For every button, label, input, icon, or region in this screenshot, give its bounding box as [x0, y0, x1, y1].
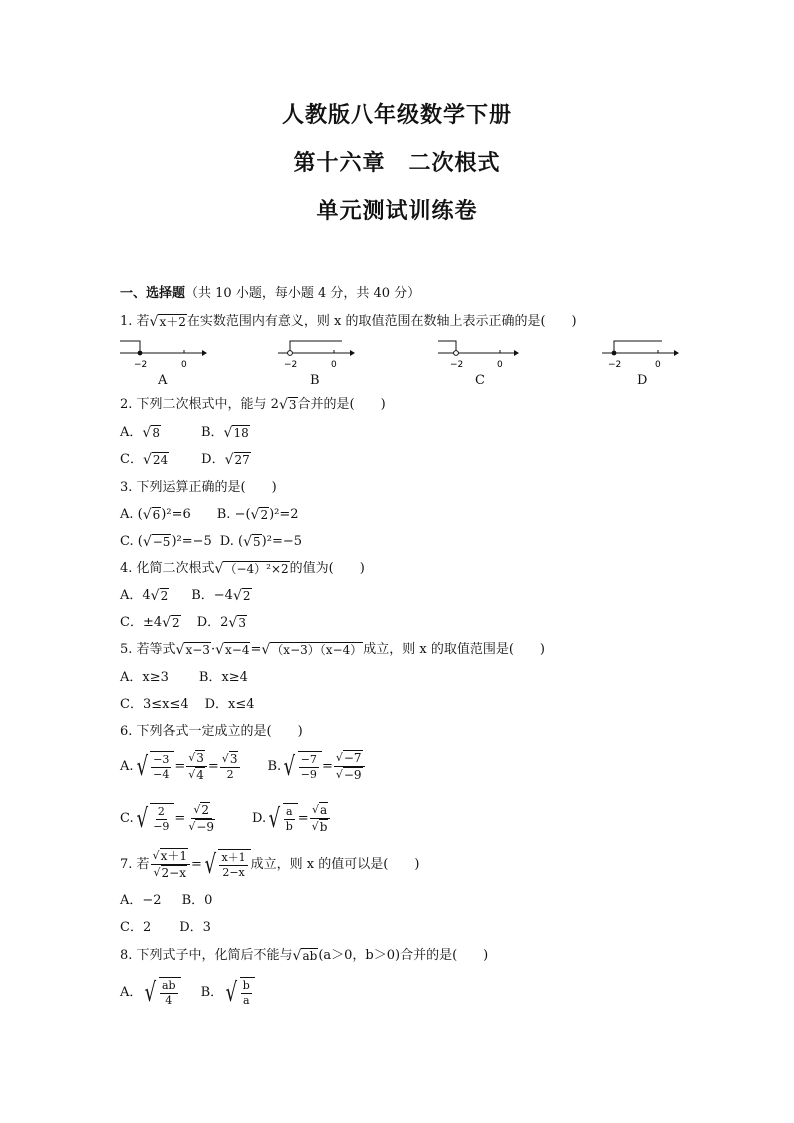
- q4-post: 的值为( ): [289, 561, 365, 576]
- q6-a-num: −3: [153, 752, 170, 766]
- q6-a-radical: √ $\frac{-3}{-4}$: [134, 751, 175, 783]
- q2-d-radical: √ 27: [224, 451, 250, 468]
- numberline-d: [600, 337, 684, 371]
- q3-a-radicand: 6: [152, 507, 161, 522]
- tick-label: −2: [134, 360, 148, 370]
- q8-b-radical: √ $\frac{b}{a}$: [223, 977, 255, 1009]
- q5-option-d: D．x≤4: [204, 697, 255, 712]
- q4-option-a: A．4: [120, 588, 151, 603]
- q5-radicand-1: x−3: [185, 642, 210, 657]
- q2-option-b: B．: [200, 425, 224, 440]
- q6-d-frac2: √ a √ b: [310, 802, 331, 835]
- option-label-c: C: [475, 373, 485, 388]
- q3-d-radical: √ 5: [243, 533, 261, 550]
- q2-option-d: D．: [201, 452, 225, 467]
- q7-frac1: √ x＋1 √ 2−x: [151, 848, 190, 881]
- q7-post: 成立，则 x 的值可以是( ): [250, 857, 420, 872]
- q5-radicand-2: x−4: [225, 642, 250, 657]
- q6-c-num2: 2: [201, 803, 210, 817]
- q1-post: 在实数范围内有意义，则 x 的取值范围在数轴上表示正确的是( ): [186, 314, 577, 329]
- q6-equals: =: [174, 759, 186, 774]
- q8-a-den: 4: [165, 993, 173, 1007]
- q7-num2: x＋1: [221, 850, 246, 864]
- q3-d-post: )²=−5: [261, 534, 302, 549]
- q2-pre: 2. 下列二次根式中，能与 2: [120, 397, 279, 412]
- q3-a-radical: √ 6: [142, 506, 161, 523]
- q8-options-ab: [120, 976, 255, 1010]
- q2-option-c: C．: [120, 452, 143, 467]
- q6-d-den2: b: [319, 820, 328, 834]
- q4-option-d: D．2: [196, 615, 229, 630]
- q5-option-c: C．3≤x≤4: [120, 697, 189, 712]
- numberline-b: [276, 337, 366, 371]
- q2-a-radicand: 8: [152, 425, 160, 440]
- question-6: 6. 下列各式一定成立的是( ): [120, 724, 303, 739]
- q6-b-den: −9: [300, 767, 317, 781]
- tick-label: −2: [284, 360, 298, 370]
- q2-b-radicand: 18: [233, 425, 249, 440]
- q7-options-cd: [120, 919, 211, 937]
- q5-options-cd: [120, 696, 255, 714]
- q6-d-radical: √ $\frac{a}{b}$: [266, 803, 298, 835]
- q6-b-num: −7: [300, 752, 317, 766]
- q3-a-post: )²=6: [161, 507, 191, 522]
- q6-option-a: A.: [120, 759, 134, 774]
- question-8: [120, 947, 488, 965]
- q3-d-radicand: 5: [253, 534, 261, 549]
- q2-a-radical: √ 8: [142, 424, 160, 441]
- question-1: [120, 313, 577, 331]
- q6-a-num2: 3: [196, 751, 204, 765]
- q4-d-radical: √ 3: [228, 614, 246, 631]
- q4-b-radical: √ 2: [232, 587, 251, 604]
- question-5: [120, 641, 545, 659]
- tick-label: 0: [497, 360, 503, 370]
- title-book: 人教版八年级数学下册: [281, 102, 512, 128]
- q6-c-num: 2: [157, 804, 165, 818]
- q6-option-b: B.: [267, 759, 282, 774]
- numberline-a: [118, 337, 208, 371]
- q2-d-radicand: 27: [234, 452, 250, 467]
- q8-b-den: a: [242, 993, 250, 1007]
- q5-radical-1: √ x−3: [175, 641, 210, 658]
- section-name: 一、选择题: [120, 286, 186, 301]
- q3-c-post: )²=−5: [171, 534, 212, 549]
- q7-radical: √ $\frac{x+1}{2-x}$: [202, 849, 251, 881]
- q3-b-pre: B. −(: [216, 507, 251, 522]
- q3-c-radical: √ −5: [142, 533, 171, 550]
- q6-d-num: a: [285, 804, 293, 818]
- q6-a-frac3: √ 3 2: [220, 751, 241, 782]
- tick-label: −2: [450, 360, 464, 370]
- q2-option-a: A．: [120, 425, 143, 440]
- section-heading: [120, 285, 420, 303]
- q7-equals: =: [190, 857, 202, 872]
- q8-radical: √ ab: [292, 947, 318, 964]
- q7-den: 2−x: [161, 866, 186, 880]
- q8-radicand: ab: [302, 948, 318, 963]
- q2-c-radicand: 24: [152, 452, 169, 467]
- q2-c-radical: √ 24: [142, 451, 169, 468]
- q7-option-d: D．3: [179, 920, 211, 935]
- q1-pre: 1. 若: [120, 314, 150, 329]
- q4-c-radicand: 2: [172, 615, 180, 630]
- q7-den2: 2−x: [222, 865, 245, 879]
- q8-option-a: A．: [120, 985, 143, 1000]
- q5-options-ab: [120, 669, 248, 687]
- q4-a-radicand: 2: [160, 588, 169, 603]
- q5-option-a: A．x≥3: [120, 670, 169, 685]
- q8-a-radical: √ $\frac{ab}{4}$: [142, 977, 180, 1009]
- q6-c-radical: √ $\frac{2}{-9}$: [134, 803, 175, 835]
- q7-option-c: C．2: [120, 920, 152, 935]
- q6-equals: =: [207, 759, 219, 774]
- q5-option-b: B．x≥4: [198, 670, 248, 685]
- q6-a-num3: 3: [229, 752, 238, 766]
- q6-c-den: −9: [153, 819, 170, 833]
- q6-equals: =: [321, 759, 333, 774]
- q2-options-ab: [120, 424, 250, 442]
- tick-label: 0: [181, 360, 187, 370]
- q4-pre: 4. 化简二次根式: [120, 561, 215, 576]
- q3-options-cd: [120, 533, 302, 551]
- q6-a-den2: 4: [196, 768, 204, 782]
- tick-label: 0: [331, 360, 337, 370]
- q4-option-c: C．±4: [120, 615, 163, 630]
- q4-options-cd: [120, 614, 247, 632]
- q5-post: 成立，则 x 的取值范围是( ): [363, 642, 545, 657]
- q4-d-radicand: 3: [238, 615, 246, 630]
- q4-options-ab: [120, 587, 252, 605]
- q4-b-radicand: 2: [242, 588, 251, 603]
- q6-option-c: C.: [120, 811, 134, 826]
- q6-a-den3: 2: [226, 768, 234, 781]
- q5-equals: =: [250, 642, 262, 657]
- q5-radical-3: √ （x−3）（x−4）: [261, 641, 363, 658]
- q7-option-b: B．0: [181, 893, 213, 908]
- q8-pre: 8. 下列式子中，化简后不能与: [120, 948, 293, 963]
- q8-post: (a＞0，b＞0)合并的是( ): [318, 948, 489, 963]
- q6-b-den2: −9: [343, 768, 362, 782]
- q3-d-pre: D. (: [219, 534, 244, 549]
- q6-c-den2: −9: [196, 820, 215, 834]
- q3-a-pre: A. (: [120, 507, 143, 522]
- question-2: [120, 396, 386, 414]
- q6-d-num2: a: [319, 803, 328, 817]
- q1-radical: √ x＋2: [149, 313, 186, 330]
- q2-radical: √ 3: [278, 396, 297, 413]
- q5-radical-2: √ x−4: [215, 641, 250, 658]
- q6-a-den: −4: [153, 767, 170, 781]
- q7-num: x＋1: [160, 849, 187, 863]
- q7-option-a: A．−2: [120, 893, 162, 908]
- q3-b-radicand: 2: [260, 507, 269, 522]
- numberline-c: [436, 337, 526, 371]
- q7-pre: 7. 若: [120, 857, 150, 872]
- question-4: [120, 560, 365, 578]
- section-detail: （共 10 小题，每小题 4 分，共 40 分）: [185, 286, 421, 301]
- q3-options-ab: [120, 506, 299, 524]
- q3-b-radical: √ 2: [250, 506, 269, 523]
- q5-radicand-3: （x−3）（x−4）: [271, 642, 363, 657]
- q2-post: 合并的是( ): [297, 397, 386, 412]
- option-label-b: B: [310, 373, 320, 388]
- q6-b-radical: √ $\frac{-7}{-9}$: [281, 751, 322, 783]
- q2-b-radical: √ 18: [223, 424, 249, 441]
- q6-options-cd: [120, 802, 331, 836]
- q3-c-pre: C. (: [120, 534, 143, 549]
- q4-radicand: （−4）²×2: [224, 561, 289, 576]
- option-label-d: D: [637, 373, 648, 388]
- q6-d-den: b: [285, 819, 293, 833]
- q3-b-post: )²=2: [269, 507, 299, 522]
- title-chapter: 第十六章 二次根式: [293, 150, 501, 176]
- q1-radicand: x＋2: [159, 314, 186, 329]
- q2-options-cd: [120, 451, 251, 469]
- q6-option-d: D.: [252, 811, 267, 826]
- q6-equals: =: [297, 811, 309, 826]
- q6-b-frac2: √ −7 √ −9: [334, 750, 365, 783]
- q8-a-num: ab: [161, 978, 176, 992]
- option-label-a: A: [158, 373, 168, 388]
- title-test: 单元测试训练卷: [316, 198, 478, 224]
- tick-label: −2: [608, 360, 622, 370]
- q8-b-num: b: [242, 978, 250, 992]
- q6-equals: =: [174, 811, 186, 826]
- q6-c-frac2: √ 2 √ −9: [188, 803, 215, 834]
- q4-a-radical: √ 2: [150, 587, 169, 604]
- q3-c-radicand: −5: [152, 534, 171, 549]
- question-3: 3. 下列运算正确的是( ): [120, 480, 277, 495]
- q4-c-radical: √ 2: [162, 614, 180, 631]
- q6-options-ab: [120, 750, 366, 784]
- q5-pre: 5. 若等式: [120, 642, 176, 657]
- question-7: [120, 848, 419, 882]
- q6-b-num2: −7: [343, 751, 362, 765]
- q4-option-b: B．−4: [191, 588, 233, 603]
- tick-label: 0: [655, 360, 661, 370]
- q8-option-b: B．: [200, 985, 224, 1000]
- q2-radicand: 3: [288, 397, 297, 412]
- q5-dot: ·: [210, 642, 216, 657]
- q4-radical: √ （−4）²×2: [214, 560, 289, 577]
- q6-a-frac2: √ 3 √ 4: [186, 750, 207, 783]
- q7-options-ab: [120, 892, 212, 910]
